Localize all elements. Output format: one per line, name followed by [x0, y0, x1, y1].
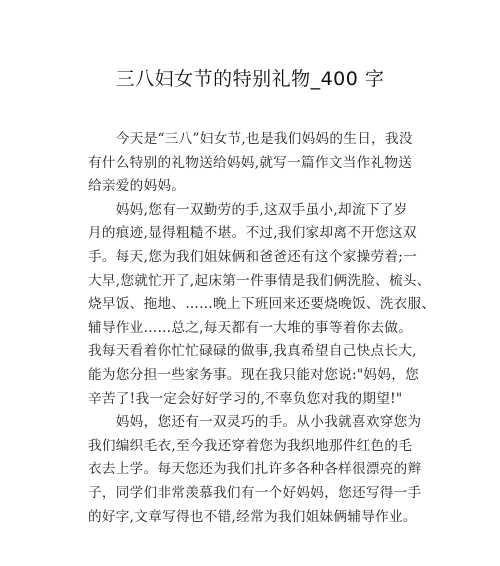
body-line: 我每天看着你忙忙碌碌的做事,我真希望自己快点长大,: [88, 343, 417, 360]
document-body: [88, 128, 436, 529]
body-line: 有什么特别的礼物送给妈妈,就写一篇作文当作礼物送: [88, 154, 413, 171]
body-line: 给亲爱的妈妈。: [88, 178, 186, 195]
body-line: 辅导作业……总之,每天都有一大堆的事等着你去做。: [88, 319, 413, 336]
body-line: 手。每天,您为我们姐妹俩和爸爸还有这个家操劳着;一: [88, 248, 418, 265]
body-line: 月的痕迹,显得粗糙不堪。不过,我们家却离不开您这双: [88, 225, 417, 242]
document-title: 三八妇女节的特别礼物_400 字: [115, 68, 385, 90]
body-line: 子，同学们非常羡慕我们有一个好妈妈，您还写得一手: [88, 484, 422, 501]
body-line: 今天是“三八”妇女节,也是我们妈妈的生日，我没: [88, 131, 413, 147]
body-line: 的好字,文章写得也不错,经常为我们姐妹俩辅导作业。: [88, 508, 417, 525]
body-line: 妈妈，您还有一双灵巧的手。从小我就喜欢穿您为: [88, 414, 422, 431]
body-line: 衣去上学。每天您还为我们扎许多各种各样很漂亮的辫: [88, 461, 422, 478]
body-line: 大早,您就忙开了,起床第一件事情是我们俩洗脸、梳头、: [88, 272, 431, 289]
body-line: 能为您分担一些家务事。现在我只能对您说:"妈妈，您: [88, 366, 419, 383]
body-line: 辛苦了!我一定会好好学习的,不辜负您对我的期望!": [88, 390, 403, 407]
body-line: 妈妈,您有一双勤劳的手,这双手虽小,却流下了岁: [88, 201, 408, 218]
body-line: 我们编织毛衣,至今我还穿着您为我织地那件红色的毛: [88, 437, 413, 454]
body-line: 烧早饭、拖地、……晚上下班回来还要烧晚饭、洗衣服、: [88, 296, 436, 313]
